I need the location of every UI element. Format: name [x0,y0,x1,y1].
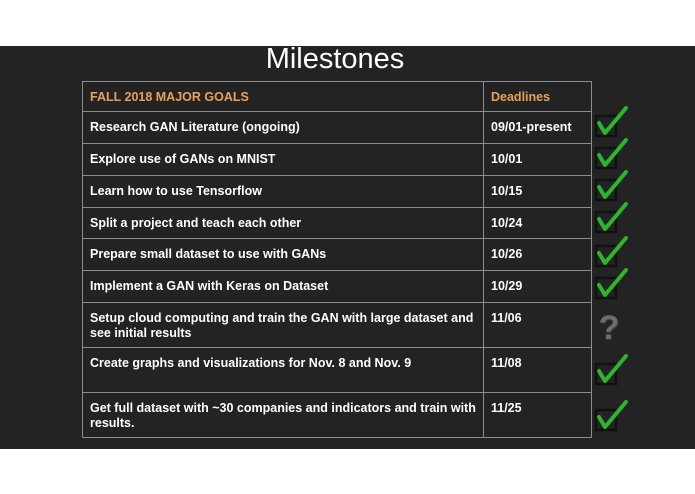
goal-cell: Create graphs and visualizations for Nov. 8 and Nov. 9 [83,348,484,393]
green-checkbox-icon [594,268,630,302]
table-row [83,393,592,438]
green-checkbox-icon [594,170,630,204]
green-checkbox-icon [594,400,630,434]
deadline-cell: 11/06 [484,303,592,348]
goal-cell: Get full dataset with ~30 companies and indicators and train with results. [83,393,484,438]
table-row [83,112,592,144]
table-row [83,144,592,176]
goal-cell: Prepare small dataset to use with GANs [83,239,484,271]
green-checkbox-icon [594,354,630,388]
slide [0,43,695,449]
deadline-cell: 10/29 [484,271,592,303]
goal-cell: Split a project and teach each other [83,208,484,239]
goal-cell: Explore use of GANs on MNIST [83,144,484,176]
green-checkbox-icon [594,106,630,140]
goal-cell: Implement a GAN with Keras on Dataset [83,271,484,303]
deadline-cell: 11/25 [484,393,592,438]
table-row [83,239,592,271]
goal-cell: Research GAN Literature (ongoing) [83,112,484,144]
table-row [83,208,592,239]
slide-title: Milestones [265,43,405,75]
header-deadlines: Deadlines [484,82,592,112]
header-goals: FALL 2018 MAJOR GOALS [83,82,484,112]
table-row [83,303,592,348]
table-row [83,348,592,393]
table-header-row [83,82,592,112]
deadline-cell: 11/08 [484,348,592,393]
deadline-cell: 10/01 [484,144,592,176]
green-checkbox-icon [594,138,630,172]
deadline-cell: 10/26 [484,239,592,271]
deadline-cell: 10/24 [484,208,592,239]
goal-cell: Learn how to use Tensorflow [83,176,484,208]
milestones-table [82,81,592,438]
deadline-cell: 09/01-present [484,112,592,144]
green-checkbox-icon [594,202,630,236]
question-mark-icon: ? [598,309,620,347]
goal-cell: Setup cloud computing and train the GAN with large dataset and see initial results [83,303,484,348]
table-row [83,271,592,303]
green-checkbox-icon [594,236,630,270]
table-row [83,176,592,208]
deadline-cell: 10/15 [484,176,592,208]
